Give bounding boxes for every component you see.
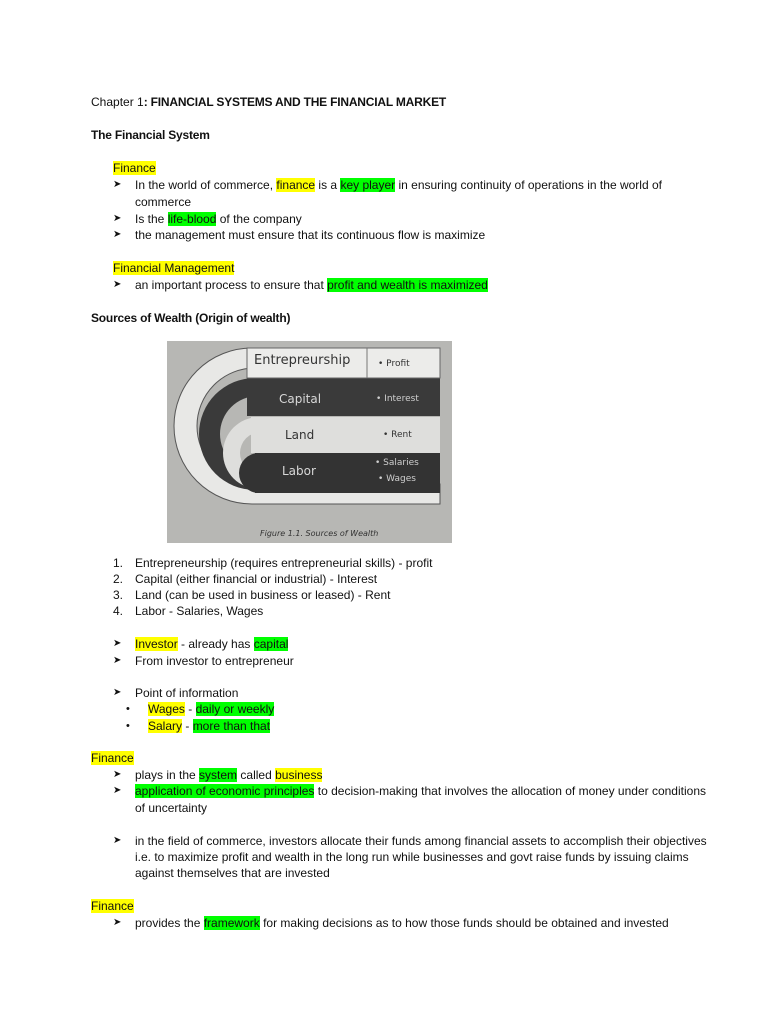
bullet-plays-in-system: ➤ plays in the system called business (135, 767, 322, 783)
bullet-provides-framework: ➤ provides the framework for making decisions as to how those funds should be obtained and invested (135, 915, 669, 931)
list-item: 3. Land (can be used in business or leased) - Rent (113, 588, 391, 602)
list-item: 1. Entrepreneurship (requires entrepreneurial skills) - profit (113, 556, 433, 570)
chapter-title (91, 94, 446, 110)
bullet-important-process: ➤ an important process to ensure that profit and wealth is maximized (135, 277, 488, 293)
figure-row-land-label: Land (285, 428, 315, 442)
bullet-continuous-flow: ➤ the management must ensure that its continuous flow is maximize (135, 227, 485, 243)
bullet-economic-principles: ➤ application of economic principles to decision-making that involves the allocation of money under conditions (135, 783, 706, 799)
section-heading-sources-of-wealth: Sources of Wealth (Origin of wealth) (91, 311, 291, 325)
list-item: 2. Capital (either financial or industrial) - Interest (113, 572, 378, 586)
bullet-investor-to-entrepreneur: ➤ From investor to entrepreneur (135, 653, 294, 669)
finance-label: Finance (113, 161, 156, 175)
list-item: 4. Labor - Salaries, Wages (113, 604, 264, 618)
figure-row-labor-item-salaries: • Salaries (375, 458, 419, 468)
sub-bullet-wages: • Wages - daily or weekly (148, 701, 274, 717)
financial-management-label: Financial Management (113, 261, 235, 275)
bullet-finance-key-player: ➤ In the world of commerce, finance is a key player in ensuring continuity of operations in the world of (135, 177, 662, 193)
bullet-field-of-commerce: ➤ in the field of commerce, investors allocate their funds among financial assets to accomplish their objectives (135, 833, 707, 849)
figure-row-capital-item: • Interest (376, 394, 419, 404)
bullet-life-blood: ➤ Is the life-blood of the company (135, 211, 302, 227)
section-heading-financial-system: The Financial System (91, 128, 210, 142)
figure-row-labor-item-wages: • Wages (378, 474, 416, 484)
chapter-prefix: Chapter 1 (91, 95, 144, 109)
figure-row-entrepreneurship-label: Entrepreurship (254, 353, 351, 368)
bullet-continuation: i.e. to maximize profit and wealth in the long run while businesses and govt raise funds by issuing claims (135, 850, 689, 864)
finance-label: Finance (91, 751, 134, 765)
bullet-continuation: against themselves that are invested (135, 866, 330, 880)
sub-bullet-salary: • Salary - more than that (148, 718, 270, 734)
bullet-continuation: commerce (135, 195, 192, 209)
figure-caption: Figure 1.1. Sources of Wealth (260, 529, 379, 538)
figure-row-capital-label: Capital (279, 392, 322, 406)
chapter-name: : FINANCIAL SYSTEMS AND THE FINANCIAL MARKET (143, 95, 447, 109)
sources-of-wealth-figure (167, 341, 452, 543)
bullet-investor: ➤ Investor - already has capital (135, 636, 288, 652)
bullet-point-of-information: ➤ Point of information (135, 685, 238, 701)
finance-label: Finance (91, 899, 134, 913)
bullet-continuation: of uncertainty (135, 801, 208, 815)
figure-row-entrepreneurship-item: • Profit (378, 359, 410, 369)
figure-row-land-item: • Rent (383, 430, 412, 440)
figure-row-labor-label: Labor (282, 464, 316, 478)
